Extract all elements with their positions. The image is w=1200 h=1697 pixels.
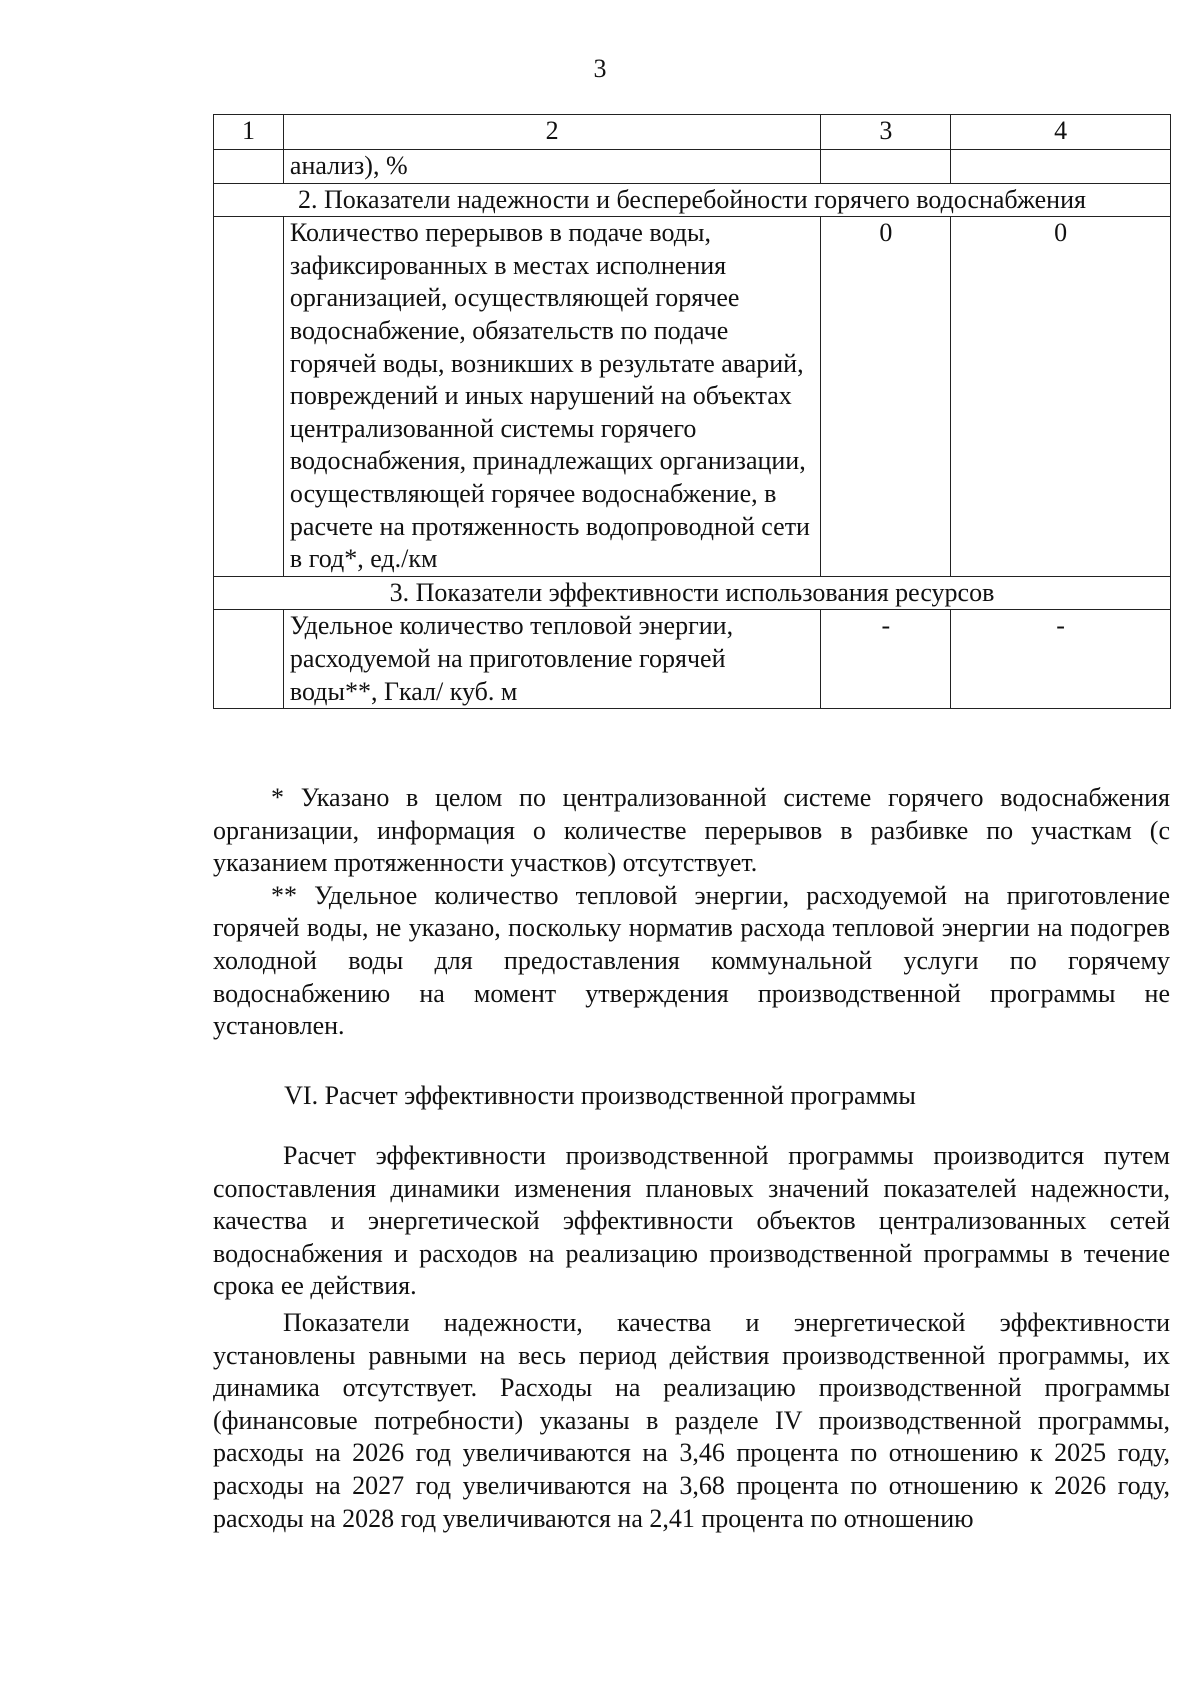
table-cell-empty: [821, 150, 951, 184]
table-row: [214, 217, 1171, 577]
indicator-text-cell: Удельное количество тепловой энергии, расходуемой на приготовление горячей воды**, Гкал/ куб. м: [283, 610, 821, 709]
footnote-2: ** Удельное количество тепловой энергии, расходуемой на приготовление горячей воды, не указано, поскольку норматив расхода тепловой энергии на подогрев холодной воды для предоставления коммунальной услуги по горячему водоснабжению на момент утверждения производственной программы не установлен.: [213, 880, 1170, 1041]
table-cell-empty: [214, 217, 284, 577]
header-col-1: 1: [214, 115, 284, 150]
value-cell-col4: 0: [951, 217, 1171, 577]
section-heading: VI. Расчет эффективности производственной программы: [284, 1081, 916, 1110]
section-row: [214, 576, 1171, 610]
indicators-table: [213, 114, 1171, 709]
table-cell-empty: [214, 610, 284, 709]
footnote-1: * Указано в целом по централизованной системе горячего водоснабжения организации, информация о количестве перерывов в разбивке по участкам (с указанием протяженности участков) отсутствует.: [213, 783, 1170, 878]
table-row: [214, 150, 1171, 184]
paragraph-1: Расчет эффективности производственной программы производится путем сопоставления динамики изменения плановых значений показателей надежности, качества и энергетической эффективности объектов централизованных сетей водоснабжения и расходов на реализацию производственной программы в течение срока ее действия.: [213, 1141, 1170, 1301]
page-number: 3: [593, 54, 607, 83]
header-col-2: 2: [283, 115, 821, 150]
value-cell-col3: -: [821, 610, 951, 709]
paragraph-2: Показатели надежности, качества и энергетической эффективности установлены равными на весь период действия производственной программы, их динамика отсутствует. Расходы на реализацию производственной программы (финансовые потребности) указаны в разделе IV производственной программы, расходы на 2026 год увеличиваются на 3,46 процента по отношению к 2025 году, расходы на 2027 год увеличиваются на 3,68 процента по отношению к 2026 году, расходы на 2028 год увеличиваются на 2,41 процента по отношению: [213, 1307, 1170, 1533]
value-cell-col4: -: [951, 610, 1171, 709]
table-row: [214, 610, 1171, 709]
value-cell-col3: 0: [821, 217, 951, 577]
body-text: [213, 1140, 1170, 1535]
indicator-text-cell: Количество перерывов в подаче воды, зафиксированных в местах исполнения организацией, осуществляющей горячее водоснабжение, обязательств по подаче горячей воды, возникших в результате аварий, повреждений и иных нарушений на объектах централизованной системы горячего водоснабжения, принадлежащих организации, осуществляющей горячее водоснабжение, в расчете на протяженность водопроводной сети в год*, ед./км: [283, 217, 821, 577]
table-header-row: [214, 115, 1171, 150]
section-3-title: 3. Показатели эффективности использования ресурсов: [214, 576, 1171, 610]
table-cell-empty: [951, 150, 1171, 184]
carryover-text-cell: анализ), %: [283, 150, 821, 184]
section-row: [214, 183, 1171, 217]
header-col-3: 3: [821, 115, 951, 150]
header-col-4: 4: [951, 115, 1171, 150]
section-2-title: 2. Показатели надежности и бесперебойности горячего водоснабжения: [214, 183, 1171, 217]
table-cell-empty: [214, 150, 284, 184]
footnotes: [213, 782, 1170, 1043]
